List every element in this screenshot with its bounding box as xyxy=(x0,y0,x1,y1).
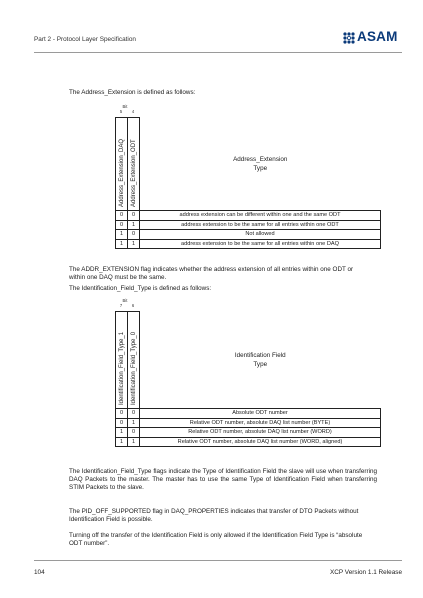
bit-cell: 0 xyxy=(128,409,140,419)
type-header-line2: Type xyxy=(253,164,268,172)
col-header-text: Identification_Field_Type_1 xyxy=(118,331,125,405)
table-row xyxy=(116,428,381,438)
col-header-addr-ext-odt xyxy=(128,118,140,211)
table-row xyxy=(116,211,381,221)
row-description: Not allowed xyxy=(140,230,381,240)
address-extension-table xyxy=(115,117,381,249)
table-row xyxy=(116,409,381,419)
bit-cell: 1 xyxy=(116,428,128,438)
document-version: XCP Version 1.1 Release xyxy=(330,569,402,576)
bit-cell: 1 xyxy=(128,418,140,428)
row-description: address extension to be the same for all entries within one DAQ xyxy=(140,239,381,249)
identification-field-table xyxy=(115,311,381,447)
row-description: Absolute ODT number xyxy=(140,409,381,419)
row-description: Relative ODT number, absolute DAQ list number (WORD) xyxy=(140,428,381,438)
row-description: address extension can be different within one and the same ODT xyxy=(140,211,381,221)
type-header xyxy=(140,118,381,211)
bit-cell: 0 xyxy=(128,428,140,438)
table-row xyxy=(116,437,381,447)
bit-label-text: Bit xyxy=(122,298,128,303)
col-header-text: Identification_Field_Type_0 xyxy=(130,331,137,405)
row-description: Relative ODT number, absolute DAQ list number (BYTE) xyxy=(140,418,381,428)
table-row xyxy=(116,239,381,249)
bit-cell: 1 xyxy=(128,220,140,230)
identification-intro: The Identification_Field_Type is defined as follows: xyxy=(69,285,212,292)
table-row xyxy=(116,220,381,230)
bit-cell: 1 xyxy=(128,437,140,447)
bit-cell: 0 xyxy=(116,418,128,428)
type-header-line2: Type xyxy=(253,360,268,368)
asam-logo-icon xyxy=(342,31,356,45)
header-rule xyxy=(34,52,402,53)
table-row xyxy=(116,230,381,240)
bit-number: 7 xyxy=(119,303,123,308)
table-row xyxy=(116,418,381,428)
type-header xyxy=(140,312,381,409)
table-header-row xyxy=(116,118,381,211)
addr-extension-note: The ADDR_EXTENSION flag indicates whether the address extension of all entries within one ODT or within one DAQ must be the same. xyxy=(69,266,354,281)
col-header-text: Address_Extension_DAQ xyxy=(118,138,125,207)
bit-number: 4 xyxy=(131,109,135,114)
asam-logo-text: ASAM xyxy=(357,29,398,44)
bit-label-text: Bit xyxy=(122,104,128,109)
row-description: address extension to be the same for all entries within one ODT xyxy=(140,220,381,230)
bit-cell: 1 xyxy=(128,239,140,249)
col-header-ident-type-0 xyxy=(128,312,140,409)
col-header-text: Address_Extension_ODT xyxy=(130,139,137,207)
bit-cell: 0 xyxy=(128,230,140,240)
bit-number: 6 xyxy=(131,303,135,308)
bit-cell: 0 xyxy=(128,211,140,221)
bit-cell: 0 xyxy=(116,220,128,230)
bit-cell: 1 xyxy=(116,230,128,240)
address-extension-intro: The Address_Extension is defined as follows: xyxy=(69,89,196,96)
bit-number: 5 xyxy=(119,109,123,114)
page-number: 104 xyxy=(34,569,45,576)
bit-cell: 1 xyxy=(116,239,128,249)
col-header-ident-type-1 xyxy=(116,312,128,409)
table-header-row xyxy=(116,312,381,409)
bit-cell: 0 xyxy=(116,409,128,419)
paragraph-turning-off: Turning off the transfer of the Identification Field is only allowed if the Identification Field Type is “absolute ODT number”. xyxy=(69,532,363,547)
footer-rule xyxy=(34,560,402,561)
type-header-line1: Address_Extension xyxy=(233,155,288,163)
type-header-line1: Identification Field xyxy=(234,351,286,359)
asam-logo xyxy=(342,26,402,50)
page-header-title: Part 2 - Protocol Layer Specification xyxy=(34,36,136,43)
paragraph-ident-flags: The Identification_Field_Type flags indicate the Type of Identification Field the slave will use when transferring DAQ Packets to the master. The master has to use the same Type of Identification Field when transferring STIM Packets to the slave. xyxy=(69,468,377,491)
paragraph-pid-off: The PID_OFF_SUPPORTED flag in DAQ_PROPERTIES indicates that transfer of DTO Packets without Identification Field is possible. xyxy=(69,508,359,523)
col-header-addr-ext-daq xyxy=(116,118,128,211)
row-description: Relative ODT number, absolute DAQ list number (WORD, aligned) xyxy=(140,437,381,447)
bit-cell: 1 xyxy=(116,437,128,447)
bit-cell: 0 xyxy=(116,211,128,221)
